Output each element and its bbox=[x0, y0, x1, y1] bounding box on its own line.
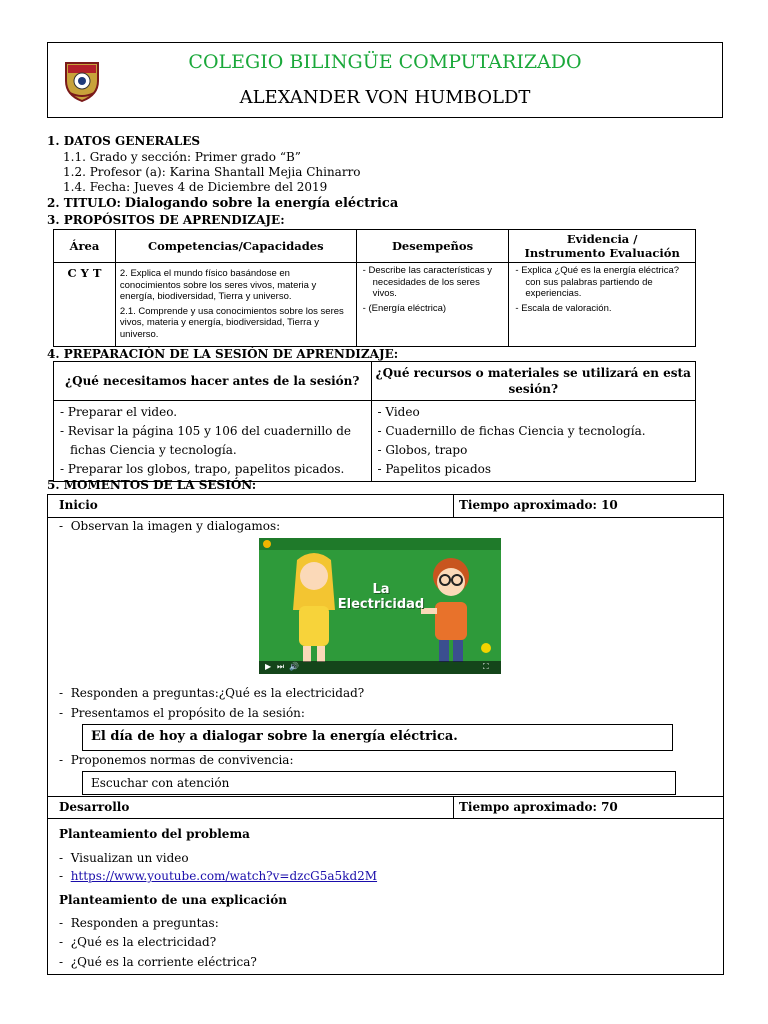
divider bbox=[48, 517, 723, 518]
inicio-normas: - Proponemos normas de convivencia: bbox=[59, 753, 294, 767]
school-name: COLEGIO BILINGÜE COMPUTARIZADO bbox=[188, 51, 582, 73]
norma-text: Escuchar con atención bbox=[91, 776, 230, 790]
col-desempenos-header: Desempeños bbox=[356, 230, 509, 263]
pregunta-item: - ¿Qué es la electricidad? bbox=[59, 935, 217, 949]
preparacion-header-left: ¿Qué necesitamos hacer antes de la sesión? bbox=[54, 362, 372, 401]
competencia-item: 2. Explica el mundo físico basándose en conocimientos sobre los seres vivos, materia y energía, biodiversidad, Tierra y universo. bbox=[119, 268, 317, 302]
planteamiento-problema: Planteamiento del problema bbox=[59, 827, 250, 841]
emoji-icon bbox=[481, 643, 491, 653]
next-icon[interactable]: ⏭ bbox=[277, 662, 285, 671]
pregunta-item: - ¿Qué es la corriente eléctrica? bbox=[59, 955, 257, 969]
momentos-box bbox=[47, 494, 724, 975]
list-item: - Video bbox=[377, 405, 420, 419]
propositos-table bbox=[53, 229, 696, 347]
section-propositos-title: 3. PROPÓSITOS DE APRENDIZAJE: bbox=[47, 213, 285, 227]
evidencia-item: - Escala de valoración. bbox=[515, 302, 612, 314]
area-cell: C Y T bbox=[54, 263, 116, 347]
divider bbox=[48, 796, 723, 797]
preparacion-table bbox=[53, 361, 696, 482]
desarrollo-label: Desarrollo bbox=[59, 800, 130, 814]
desempeno-item: - Describe las características y necesidades de los seres vivos. bbox=[362, 265, 492, 299]
inicio-time: Tiempo aproximado: 10 bbox=[459, 498, 618, 512]
inicio-presentamos: - Presentamos el propósito de la sesión: bbox=[59, 706, 305, 720]
video-controls-bar[interactable] bbox=[259, 661, 501, 674]
channel-logo-icon bbox=[263, 540, 271, 548]
video-title: La Electricidad bbox=[337, 582, 425, 612]
general-item-grado: 1.1. Grado y sección: Primer grado “B” bbox=[63, 150, 301, 164]
titulo-label: 2. TITULO: bbox=[47, 196, 121, 210]
inicio-observan: - Observan la imagen y dialogamos: bbox=[59, 519, 281, 533]
col-competencias-header: Competencias/Capacidades bbox=[115, 230, 356, 263]
list-item: - Cuadernillo de fichas Ciencia y tecnología. bbox=[377, 424, 646, 438]
pregunta-item: - Responden a preguntas: bbox=[59, 916, 219, 930]
evidencia-item: - Explica ¿Qué es la energía eléctrica? con sus palabras partiendo de experiencias. bbox=[515, 265, 680, 299]
preparacion-right-cell bbox=[371, 401, 696, 482]
evidencia-header-line1: Evidencia / bbox=[566, 232, 638, 246]
list-item: - Globos, trapo bbox=[377, 443, 468, 457]
proposito-box bbox=[82, 724, 673, 751]
play-icon[interactable]: ▶ bbox=[265, 662, 272, 671]
list-item: - Revisar la página 105 y 106 del cuadernillo de fichas Ciencia y tecnología. bbox=[60, 424, 352, 457]
fullscreen-icon[interactable]: ⛶ bbox=[483, 662, 489, 671]
video-link-item: - https://www.youtube.com/watch?v=dzcG5a5kd2M bbox=[59, 869, 378, 883]
proposito-text: El día de hoy a dialogar sobre la energía eléctrica. bbox=[91, 729, 458, 744]
preparacion-header-right: ¿Qué recursos o materiales se utilizará en esta sesión? bbox=[371, 362, 696, 401]
general-item-profesor: 1.2. Profesor (a): Karina Shantall Mejia Chinarro bbox=[63, 165, 361, 179]
video-link[interactable]: https://www.youtube.com/watch?v=dzcG5a5kd2M bbox=[70, 869, 378, 883]
inicio-label: Inicio bbox=[59, 498, 98, 512]
divider bbox=[453, 796, 454, 818]
competencias-cell bbox=[115, 263, 356, 347]
list-item: - Preparar el video. bbox=[60, 405, 178, 419]
divider bbox=[48, 818, 723, 819]
video-thumbnail[interactable] bbox=[259, 538, 501, 674]
video-top-bar bbox=[259, 538, 501, 550]
section-general-title: 1. DATOS GENERALES bbox=[47, 134, 201, 148]
school-subtitle: ALEXANDER VON HUMBOLDT bbox=[239, 87, 531, 108]
section-titulo bbox=[47, 196, 398, 211]
general-item-fecha: 1.4. Fecha: Jueves 4 de Diciembre del 2019 bbox=[63, 180, 328, 194]
list-item: - Papelitos picados bbox=[377, 462, 492, 476]
planteamiento-explicacion: Planteamiento de una explicación bbox=[59, 893, 287, 907]
desarrollo-time: Tiempo aproximado: 70 bbox=[459, 800, 618, 814]
list-item: - Preparar los globos, trapo, papelitos picados. bbox=[60, 462, 345, 476]
divider bbox=[453, 495, 454, 517]
preparacion-left-cell bbox=[54, 401, 372, 482]
col-evidencia-header bbox=[509, 230, 696, 263]
capacidad-item: 2.1. Comprende y usa conocimientos sobre los seres vivos, materia y energía, biodiversidad, Tierra y universo. bbox=[119, 305, 344, 340]
evidencias-cell bbox=[509, 263, 696, 347]
section-preparacion-title: 4. PREPARACIÓN DE LA SESIÓN DE APRENDIZAJE: bbox=[47, 347, 399, 361]
volume-icon[interactable]: 🔊 bbox=[289, 662, 299, 671]
titulo-value: Dialogando sobre la energía eléctrica bbox=[124, 196, 399, 211]
visualizan-item: - Visualizan un video bbox=[59, 851, 189, 865]
section-momentos-title: 5. MOMENTOS DE LA SESIÓN: bbox=[47, 478, 257, 492]
inicio-responden: - Responden a preguntas:¿Qué es la electricidad? bbox=[59, 686, 365, 700]
col-area-header: Área bbox=[54, 230, 116, 263]
school-header bbox=[47, 42, 723, 118]
norma-box bbox=[82, 771, 676, 795]
desempeno-item: - (Energía eléctrica) bbox=[362, 302, 447, 314]
desempenos-cell bbox=[356, 263, 509, 347]
evidencia-header-line2: Instrumento Evaluación bbox=[524, 246, 680, 260]
